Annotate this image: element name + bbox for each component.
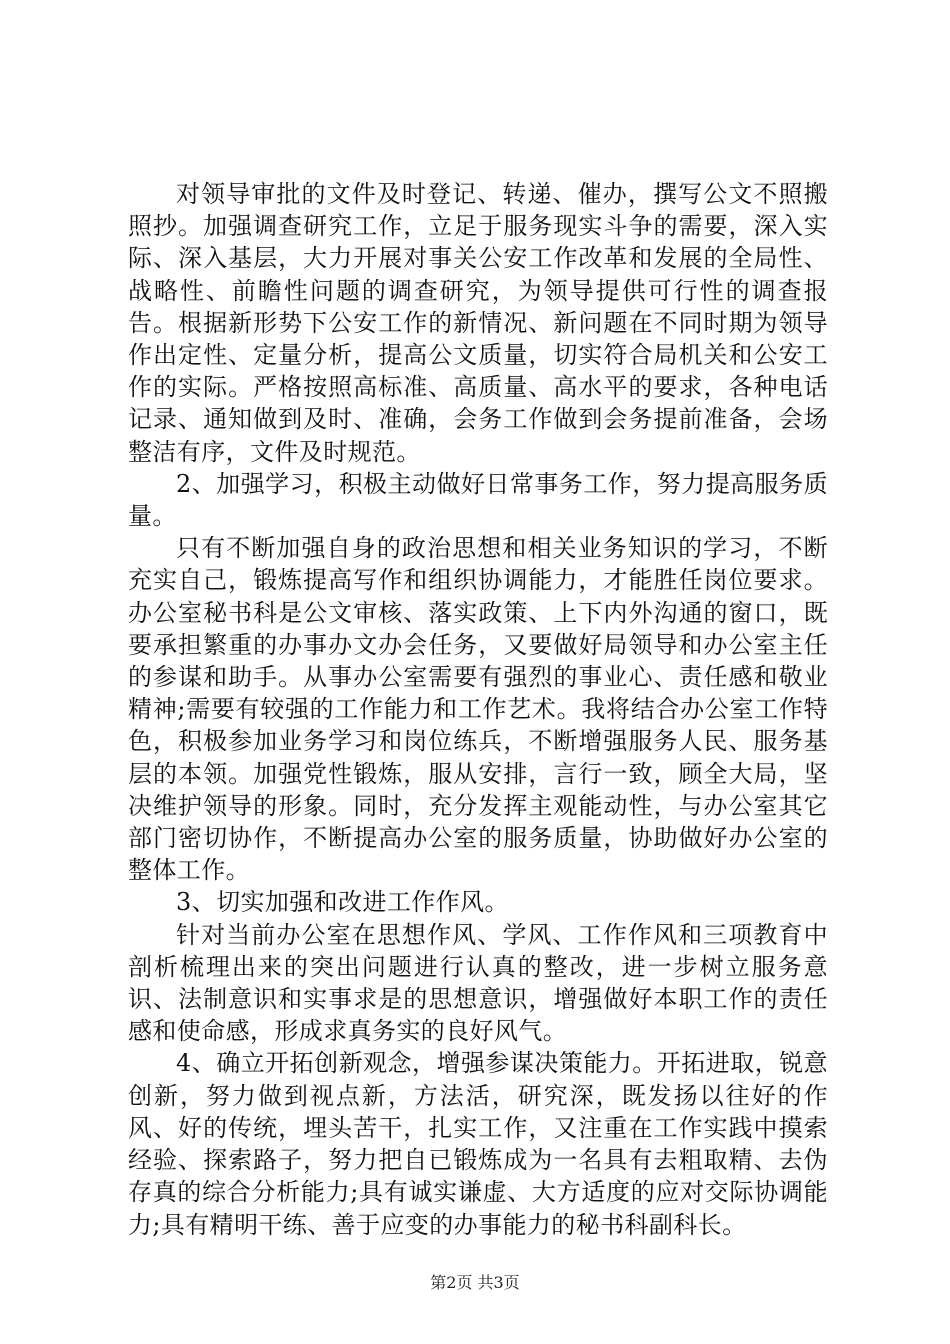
document-body (128, 178, 828, 1241)
page-footer: 第2页 共3页 (430, 1273, 520, 1292)
paragraph-1: 对领导审批的文件及时登记、转递、催办，撰写公文不照搬照抄。加强调查研究工作，立足于服务现实斗争的需要，深入实际、深入基层，大力开展对事关公安工作改革和发展的全局性、战略性、前瞻性问题的调查研究，为领导提供可行性的调查报告。根据新形势下公安工作的新情况、新问题在不同时期为领导作出定性、定量分析，提高公文质量，切实符合局机关和公安工作的实际。严格按照高标准、高质量、高水平的要求，各种电话记录、通知做到及时、准确，会务工作做到会务提前准备，会场整洁有序，文件及时规范。 (128, 180, 828, 466)
paragraph-6: 4、确立开拓创新观念，增强参谋决策能力。开拓进取，锐意创新，努力做到视点新，方法活，研究深，既发扬以往好的作风、好的传统，埋头苦干，扎实工作，又注重在工作实践中摸索经验、探索路子，努力把自已锻炼成为一名具有去粗取精、去伪存真的综合分析能力;具有诚实谦虚、大方适度的应对交际协调能力;具有精明干练、善于应变的办事能力的秘书科副科长。 (128, 1049, 828, 1239)
paragraph-4-heading: 3、切实加强和改进工作作风。 (176, 888, 509, 917)
paragraph-2-heading: 2、加强学习，积极主动做好日常事务工作，努力提高服务质量。 (128, 469, 828, 531)
paragraph-5: 针对当前办公室在思想作风、学风、工作作风和三项教育中剖析梳理出来的突出问题进行认真的整改，进一步树立服务意识、法制意识和实事求是的思想意识，增强做好本职工作的责任感和使命感，形成求真务实的良好风气。 (128, 920, 828, 1046)
paragraph-3: 只有不断加强自身的政治思想和相关业务知识的学习，不断充实自己，锻炼提高写作和组织协调能力，才能胜任岗位要求。办公室秘书科是公文审核、落实政策、上下内外沟通的窗口，既要承担繁重的办事办文办会任务，又要做好局领导和办公室主任的参谋和助手。从事办公室需要有强烈的事业心、责任感和敬业精神;需要有较强的工作能力和工作艺术。我将结合办公室工作特色，积极参加业务学习和岗位练兵，不断增强服务人民、服务基层的本领。加强党性锻炼，服从安排，言行一致，顾全大局，坚决维护领导的形象。同时，充分发挥主观能动性，与办公室其它部门密切协作，不断提高办公室的服务质量，协助做好办公室的整体工作。 (128, 534, 828, 885)
